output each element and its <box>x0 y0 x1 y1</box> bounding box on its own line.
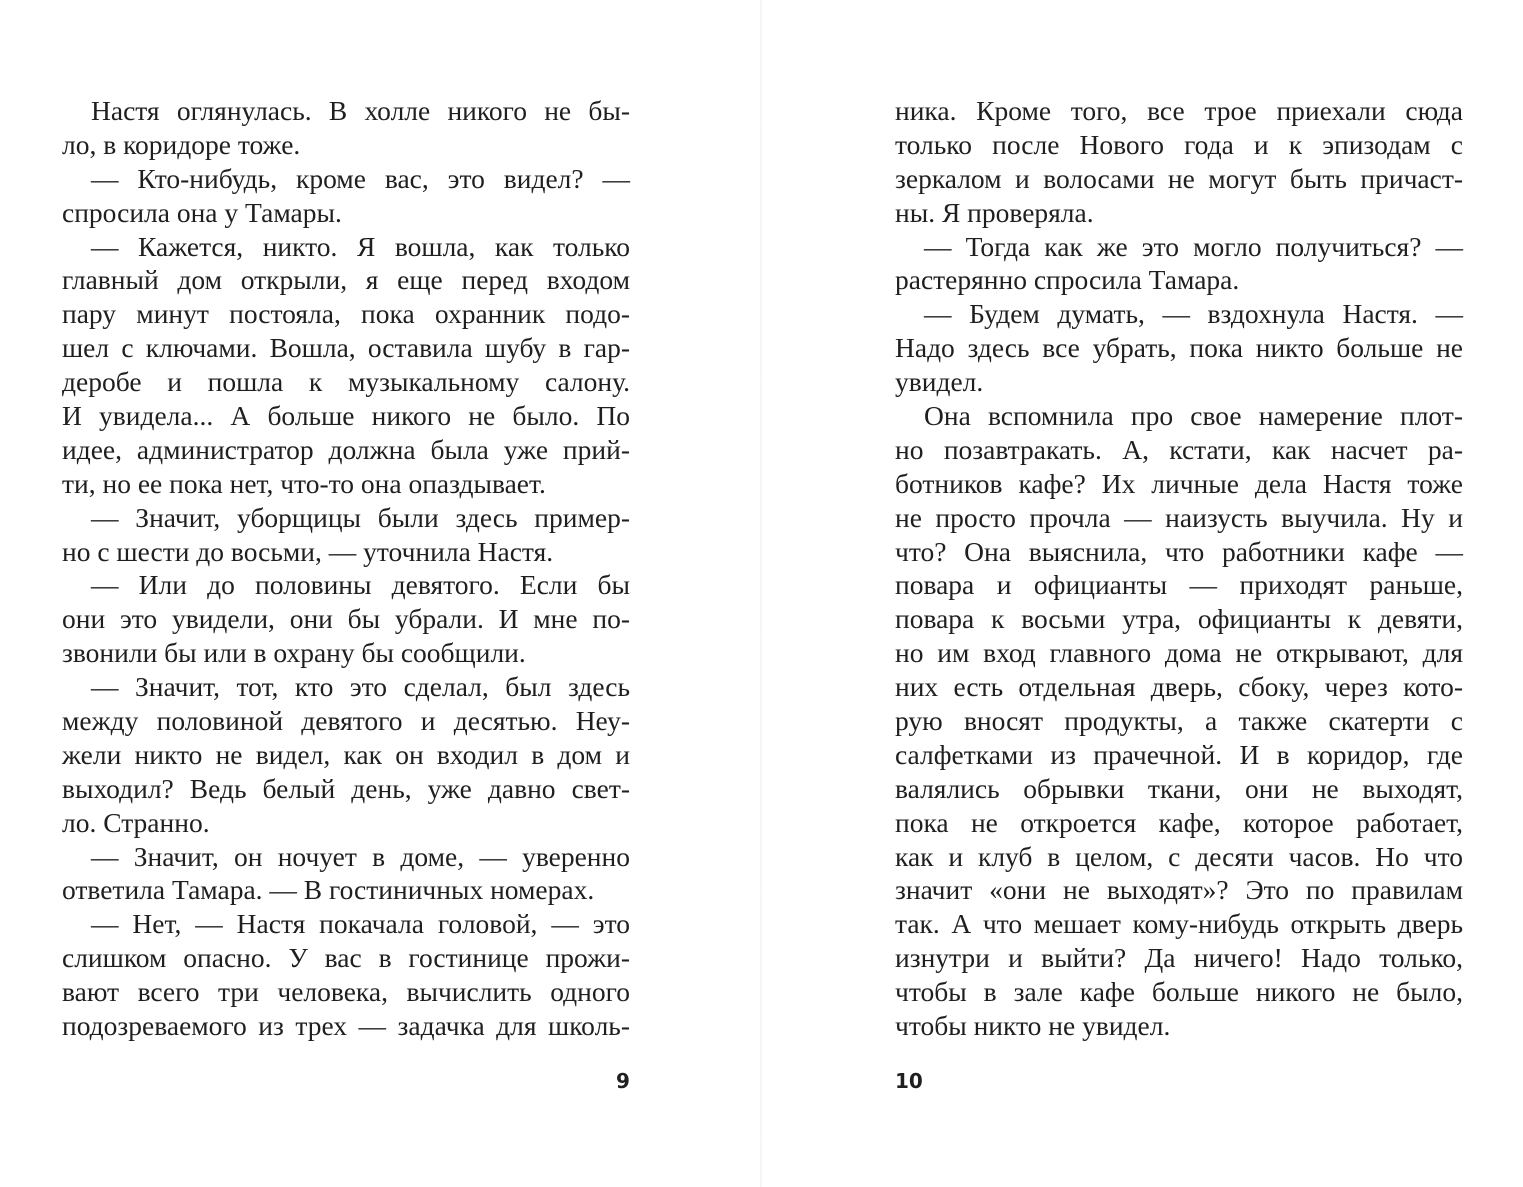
text-line: — Или до половины девятого. Если бы <box>91 569 630 601</box>
text-line: Надо здесь все убрать, пока никто больше не <box>895 332 1463 364</box>
text-line: них есть отдельная дверь, сбоку, через кото- <box>895 671 1463 703</box>
text-line: но им вход главного дома не открывают, для <box>895 637 1463 669</box>
text-line: значит «они не выходят»? Это по правилам <box>895 874 1463 906</box>
book-gutter <box>760 0 762 1187</box>
text-line: пока не откроется кафе, которое работает, <box>895 806 1463 838</box>
text-line: как и клуб в целом, с десяти часов. Но что <box>895 840 1463 872</box>
text-line: чтобы в зале кафе больше никого не было, <box>895 976 1463 1008</box>
text-line: пару минут постояла, пока охранник подо- <box>62 298 630 330</box>
text-line: но позавтракать. А, кстати, как насчет ра- <box>895 433 1463 465</box>
text-line: подозреваемого из трех — задачка для школь- <box>62 1010 630 1042</box>
text-line: повара и официанты — приходят раньше, <box>895 569 1463 601</box>
text-line: рую вносят продукты, а также скатерти с <box>895 705 1463 737</box>
text-line: ло. Странно. <box>62 806 210 838</box>
text-line: повара к восьми утра, официанты к девяти, <box>895 603 1463 635</box>
text-line: валялись обрывки ткани, они не выходят, <box>895 772 1463 804</box>
text-line: салфетками из прачечной. И в коридор, где <box>895 738 1463 770</box>
text-line: главный дом открыли, я еще перед входом <box>62 264 630 296</box>
text-line: так. А что мешает кому-нибудь открыть дверь <box>895 908 1463 940</box>
text-line: выходил? Ведь белый день, уже давно свет- <box>62 772 630 804</box>
text-line: — Кажется, никто. Я вошла, как только <box>91 230 630 262</box>
right-page-number: 10 <box>895 1069 923 1093</box>
text-line: — Тогда как же это могло получиться? — <box>924 230 1463 262</box>
text-line: ботников кафе? Их личные дела Настя тоже <box>895 467 1463 499</box>
text-line: спросила она у Тамары. <box>62 196 342 228</box>
text-line: увидел. <box>895 366 984 398</box>
text-line: слишком опасно. У вас в гостинице прожи- <box>62 942 630 974</box>
text-line: Она вспомнила про свое намерение плот- <box>924 400 1463 432</box>
text-line: И увидела... А больше никого не было. По <box>62 400 630 432</box>
text-line: ны. Я проверяла. <box>895 196 1094 228</box>
text-line: — Нет, — Настя покачала головой, — это <box>91 908 630 940</box>
text-line: звонили бы или в охрану бы сообщили. <box>62 637 526 669</box>
text-line: но с шести до восьми, — уточнила Настя. <box>62 535 554 567</box>
text-line: зеркалом и волосами не могут быть причаст- <box>895 162 1463 194</box>
text-line: между половиной девятого и десятью. Неу- <box>62 705 630 737</box>
text-line: Настя оглянулась. В холле никого не бы- <box>91 95 630 126</box>
text-line: ло, в коридоре тоже. <box>62 128 301 160</box>
text-line: что? Она выяснила, что работники кафе — <box>895 535 1463 567</box>
text-line: вают всего три человека, вычислить одного <box>62 976 630 1008</box>
text-line: — Будем думать, — вздохнула Настя. — <box>924 298 1463 330</box>
text-line: растерянно спросила Тамара. <box>895 264 1240 296</box>
right-page-text <box>895 94 1463 1043</box>
text-line: — Значит, тот, кто это сделал, был здесь <box>91 671 630 703</box>
text-line: ответила Тамара. — В гостиничных номерах. <box>62 874 595 906</box>
left-page-number: 9 <box>616 1069 630 1093</box>
text-line: они это увидели, они бы убрали. И мне по- <box>62 603 630 635</box>
left-page-text <box>62 94 630 1043</box>
text-line: шел с ключами. Вошла, оставила шубу в гар- <box>62 332 630 364</box>
text-line: только после Нового года и к эпизодам с <box>895 128 1463 160</box>
text-line: — Значит, уборщицы были здесь пример- <box>91 501 630 533</box>
text-line: не просто прочла — наизусть выучила. Ну и <box>895 501 1463 533</box>
text-line: жели никто не видел, как он входил в дом и <box>62 738 630 770</box>
text-line: ти, но ее пока нет, что-то она опаздывает. <box>62 467 546 499</box>
text-line: деробе и пошла к музыкальному салону. <box>62 366 630 398</box>
text-line: — Кто-нибудь, кроме вас, это видел? — <box>91 162 630 194</box>
text-line: чтобы никто не увидел. <box>895 1010 1171 1042</box>
text-line: ника. Кроме того, все трое приехали сюда <box>895 95 1463 126</box>
text-line: — Значит, он ночует в доме, — уверенно <box>91 840 630 872</box>
text-line: изнутри и выйти? Да ничего! Надо только, <box>895 942 1463 974</box>
text-line: идее, администратор должна была уже прий- <box>62 433 630 465</box>
